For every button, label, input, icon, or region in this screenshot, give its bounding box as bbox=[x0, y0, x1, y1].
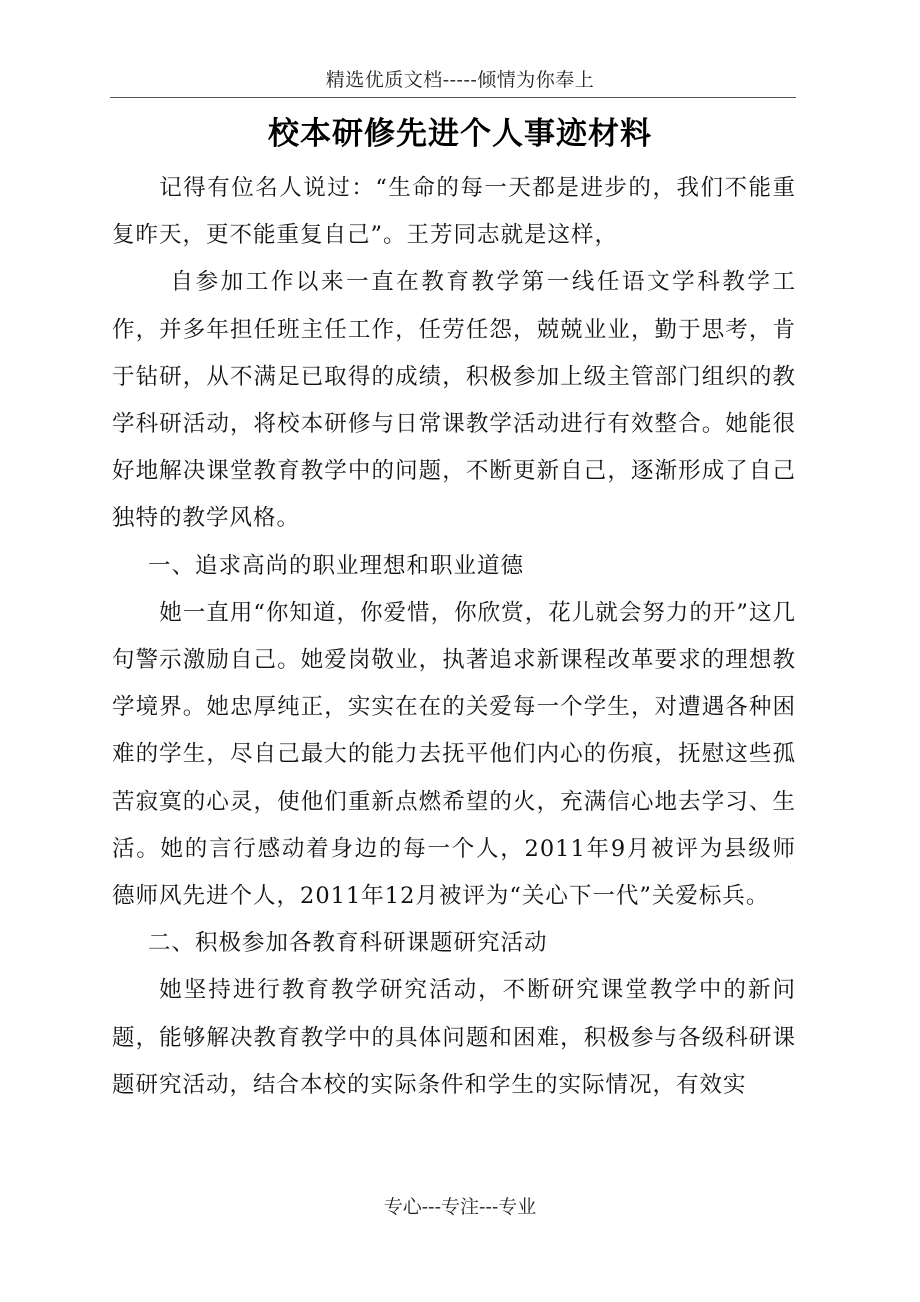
paragraph-section-2: 她坚持进行教育教学研究活动，不断研究课堂教学中的新问题，能够解决教育教学中的具体问题和困难，积极参与各级科研课题研究活动，结合本校的实际条件和学生的实际情况，有效实 bbox=[112, 977, 796, 1098]
paragraph-section-1: 她一直用“你知道，你爱惜，你欣赏，花儿就会努力的开”这几句警示激励自己。她爱岗敬业，执著追求新课程改革要求的理想教学境界。她忠厚纯正，实实在在的关爱每一个学生，对遭遇各种困难的学生，尽自己最大的能力去抚平他们内心的伤痕，抚慰这些孤苦寂寞的心灵，使他们重新点燃希望的火，充满信心地去学习、生活。她的言行感动着身边的每一个人，2011年9月被评为县级师德师风先进个人，2011年12月被评为“关心下一代”关爱标兵。 bbox=[112, 599, 796, 910]
section-heading-1: 一、追求高尚的职业理想和职业道德 bbox=[148, 552, 525, 579]
document-body bbox=[112, 165, 796, 1109]
paragraph-overview: 自参加工作以来一直在教育教学第一线任语文学科教学工作，并多年担任班主任工作，任劳任怨，兢兢业业，勤于思考，肯于钻研，从不满足已取得的成绩，积极参加上级主管部门组织的教学科研活动，将校本研修与日常课教学活动进行有效整合。她能很好地解决课堂教育教学中的问题，不断更新自己，逐渐形成了自己独特的教学风格。 bbox=[112, 269, 796, 532]
header-divider bbox=[110, 97, 796, 98]
paragraph-intro: 记得有位名人说过：“生命的每一天都是进步的，我们不能重复昨天，更不能重复自己”。王芳同志就是这样， bbox=[112, 175, 796, 249]
section-heading-2: 二、积极参加各教育科研课题研究活动 bbox=[148, 930, 548, 957]
page-header: 精选优质文档-----倾情为你奉上 bbox=[325, 69, 595, 91]
document-title: 校本研修先进个人事迹材料 bbox=[268, 116, 652, 152]
page-footer: 专心---专注---专业 bbox=[383, 1196, 537, 1218]
